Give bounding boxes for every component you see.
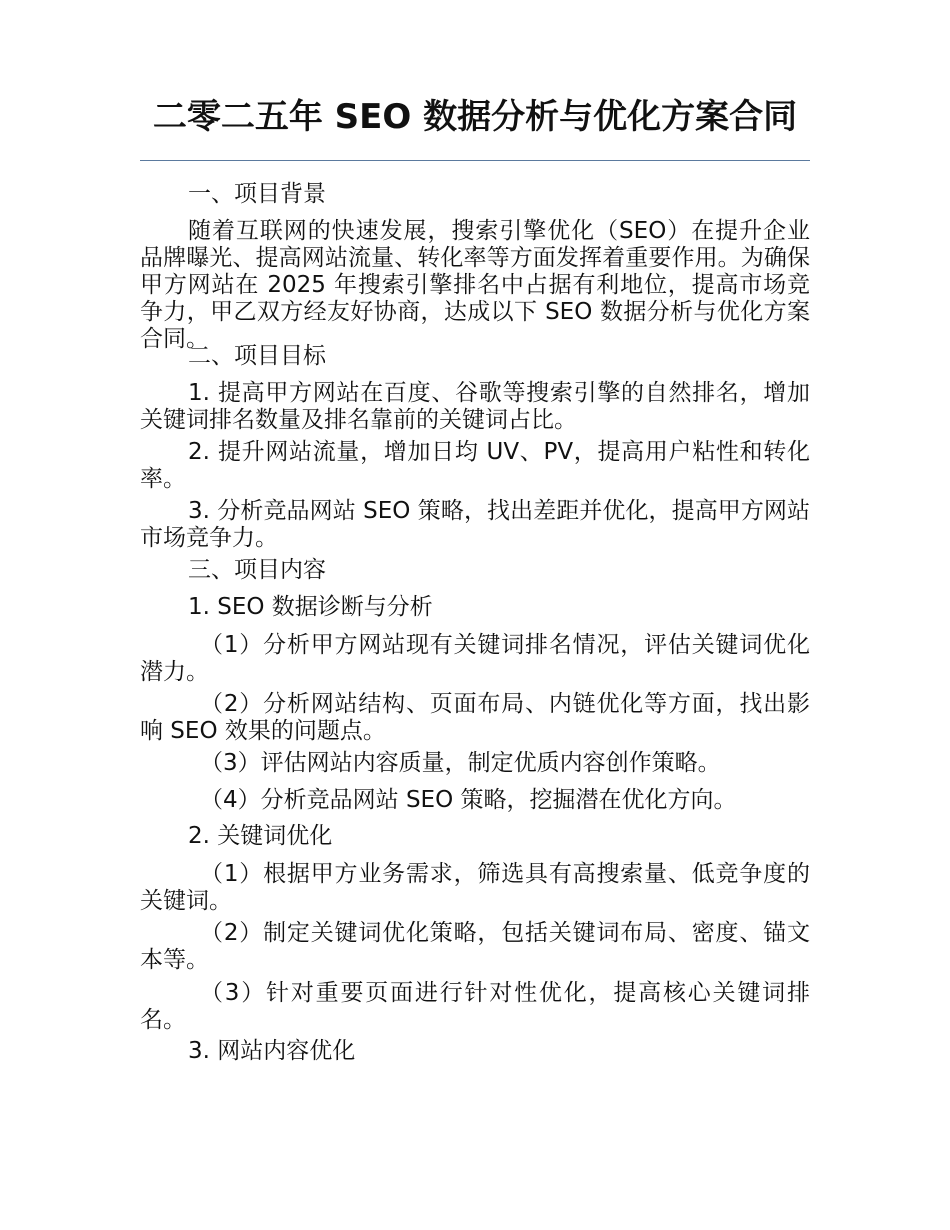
section-heading-goals: 二、项目目标 [188, 343, 326, 369]
document-title: 二零二五年 SEO 数据分析与优化方案合同 [152, 97, 798, 137]
section-heading-background: 一、项目背景 [188, 181, 326, 207]
goal-item-3: 3. 分析竞品网站 SEO 策略，找出差距并优化，提高甲方网站市场竞争力。 [140, 498, 810, 551]
subsection-heading-keywords: 2. 关键词优化 [188, 823, 333, 849]
keyword-item-3: （3）针对重要页面进行针对性优化，提高核心关键词排名。 [140, 980, 810, 1033]
keyword-item-2: （2）制定关键词优化策略，包括关键词布局、密度、锚文本等。 [140, 920, 810, 973]
subsection-heading-diagnosis: 1. SEO 数据诊断与分析 [188, 594, 433, 620]
subsection-heading-content-optimization: 3. 网站内容优化 [188, 1038, 356, 1064]
diagnosis-item-3: （3）评估网站内容质量，制定优质内容创作策略。 [200, 750, 721, 776]
diagnosis-item-4: （4）分析竞品网站 SEO 策略，挖掘潜在优化方向。 [200, 787, 737, 813]
diagnosis-item-1: （1）分析甲方网站现有关键词排名情况，评估关键词优化潜力。 [140, 632, 810, 685]
diagnosis-item-2: （2）分析网站结构、页面布局、内链优化等方面，找出影响 SEO 效果的问题点。 [140, 691, 810, 744]
section-heading-content: 三、项目内容 [188, 557, 326, 583]
keyword-item-1: （1）根据甲方业务需求，筛选具有高搜索量、低竞争度的关键词。 [140, 861, 810, 914]
paragraph-background: 随着互联网的快速发展，搜索引擎优化（SEO）在提升企业品牌曝光、提高网站流量、转化率等方面发挥着重要作用。为确保甲方网站在 2025 年搜索引擎排名中占据有利地位，提高市场竞争力，甲乙双方经友好协商，达成以下 SEO 数据分析与优化方案合同。 [140, 218, 810, 352]
goal-item-2: 2. 提升网站流量，增加日均 UV、PV，提高用户粘性和转化率。 [140, 439, 810, 492]
goal-item-1: 1. 提高甲方网站在百度、谷歌等搜索引擎的自然排名，增加关键词排名数量及排名靠前的关键词占比。 [140, 380, 810, 433]
title-divider [140, 160, 810, 161]
